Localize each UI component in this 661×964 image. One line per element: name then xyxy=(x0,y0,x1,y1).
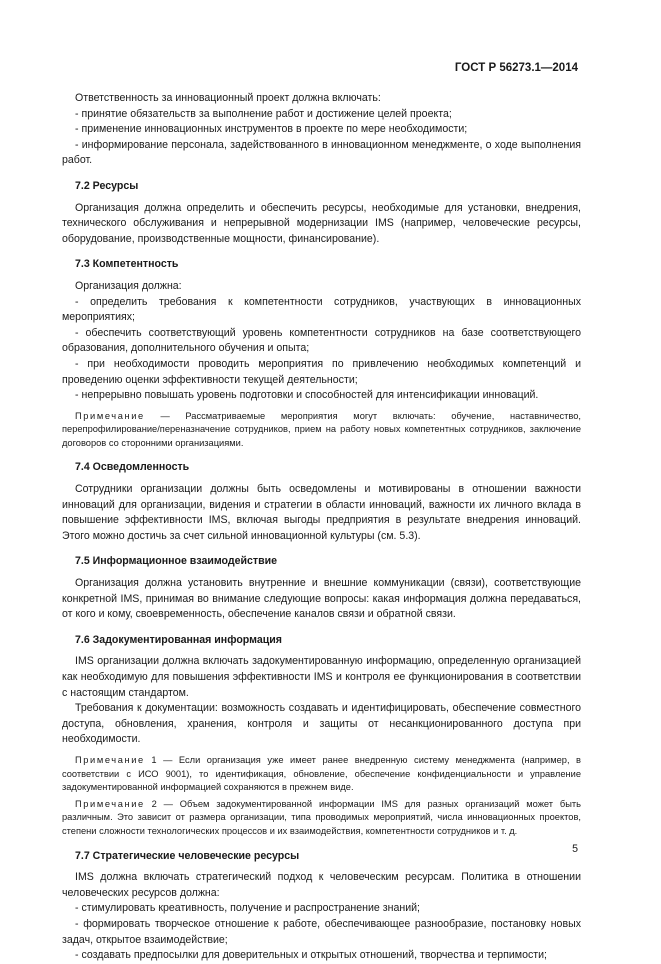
list-item: - применение инновационных инструментов в проекте по мере необходимости; xyxy=(75,123,468,136)
section-text: Организация должна установить внутренние и внешние коммуникации (связи), соответствующие конкретной IMS, принимая во внимание следующие вопросы: какая информация должна передаваться, от кого и кому, своевременность, обеспечение каналов связи и обратной связи. xyxy=(62,577,581,621)
section-heading-7-5: 7.5 Информационное взаимодействие xyxy=(75,555,277,568)
note-text: — Рассматриваемые мероприятия могут включать: обучение, наставничество, перепрофилирование/переназначение сотрудников, прием на работу новых компетентных сотрудников, заключение договоров со сторонними организациями. xyxy=(62,410,581,448)
list-item: - определить требования к компетентности сотрудников, участвующих в инновационных мероприятиях; xyxy=(62,295,581,324)
section-heading-7-6: 7.6 Задокументированная информация xyxy=(75,633,282,646)
list-item: - непрерывно повышать уровень подготовки и способностей для интенсификации инноваций. xyxy=(75,389,539,402)
note-text: 2 — Объем задокументированной информации IMS для разных организаций может быть различным. Это зависит от размера организации, типа проводимых мероприятий, числа инновационных проектов, степени сложности технологических процессов и их взаимодействия, компетентности сотрудников и т. д. xyxy=(62,798,581,836)
note-label: Примечание xyxy=(75,754,145,765)
note xyxy=(62,410,581,451)
note-label: Примечание xyxy=(75,410,145,421)
section-text: Организация должна определить и обеспечить ресурсы, необходимые для установки, внедрения, технического обслуживания и непрерывной модернизации IMS (например, человеческие ресурсы, оборудование, производственные мощности, финансирование). xyxy=(62,201,581,245)
note-label: Примечание xyxy=(75,798,145,809)
section-heading-7-7: 7.7 Стратегические человеческие ресурсы xyxy=(75,849,300,862)
section-lead: IMS должна включать стратегический подход к человеческим ресурсам. Политика в отношении человеческих ресурсов должна: xyxy=(62,871,581,899)
list-item: - принятие обязательств за выполнение работ и достижение целей проекта; xyxy=(75,107,452,120)
list-item: - при необходимости проводить мероприятия по привлечению необходимых компетенций и проведению оценки эффективности текущей деятельности; xyxy=(62,357,581,386)
list-item: - стимулировать креативность, получение и распространение знаний; xyxy=(75,902,420,915)
list-item: - создавать предпосылки для доверительных и открытых отношений, творчества и терпимости; xyxy=(75,949,547,962)
note-2 xyxy=(62,798,581,839)
section-lead: Организация должна: xyxy=(75,279,182,292)
list-item: - информирование персонала, задействованного в инновационном менеджменте, о ходе выполнения работ. xyxy=(62,138,581,167)
section-heading-7-4: 7.4 Осведомленность xyxy=(75,461,190,474)
section-heading-7-2: 7.2 Ресурсы xyxy=(75,179,139,192)
intro-lead: Ответственность за инновационный проект должна включать: xyxy=(75,92,381,104)
section-text: Сотрудники организации должны быть осведомлены и мотивированы в отношении важности инноваций для организации, видения и стратегии в области инноваций, важности их личного вклада в повышение эффективности IMS, включая выгоды предприятия в результате внедрения инноваций. Этого можно достичь за счет сильной инновационной культуры (см. 5.3). xyxy=(62,483,581,542)
section-heading-7-3: 7.3 Компетентность xyxy=(75,258,179,271)
document-header: ГОСТ Р 56273.1—2014 xyxy=(454,62,578,74)
list-item: - формировать творческое отношение к работе, обеспечивающее разнообразие, постановку новых задач, открытое взаимодействие; xyxy=(62,917,581,946)
section-text: Требования к документации: возможность создавать и идентифицировать, обеспечение совместного доступа, обновления, хранения, контроля и защиты от несанкционированного доступа при необходимости. xyxy=(62,702,581,746)
note-text: 1 — Если организация уже имеет ранее внедренную систему менеджмента (например, в соответствии с ИСО 9001), то идентификация, обновление, обеспечение конфиденциальности и управление задокументированной информацией сохраняются в прежнем виде. xyxy=(62,754,581,793)
list-item: - обеспечить соответствующий уровень компетентности сотрудников на базе соответствующего образования, дополнительного обучения и опыта; xyxy=(62,326,581,355)
section-text: IMS организации должна включать задокументированную информацию, определенную организацией как необходимую для повышения эффективности IMS и контроля ее функционирования в соответствии с настоящим стандартом. xyxy=(62,655,581,699)
page-number: 5 xyxy=(572,843,578,855)
note-1 xyxy=(62,754,581,795)
page-content xyxy=(62,91,581,964)
